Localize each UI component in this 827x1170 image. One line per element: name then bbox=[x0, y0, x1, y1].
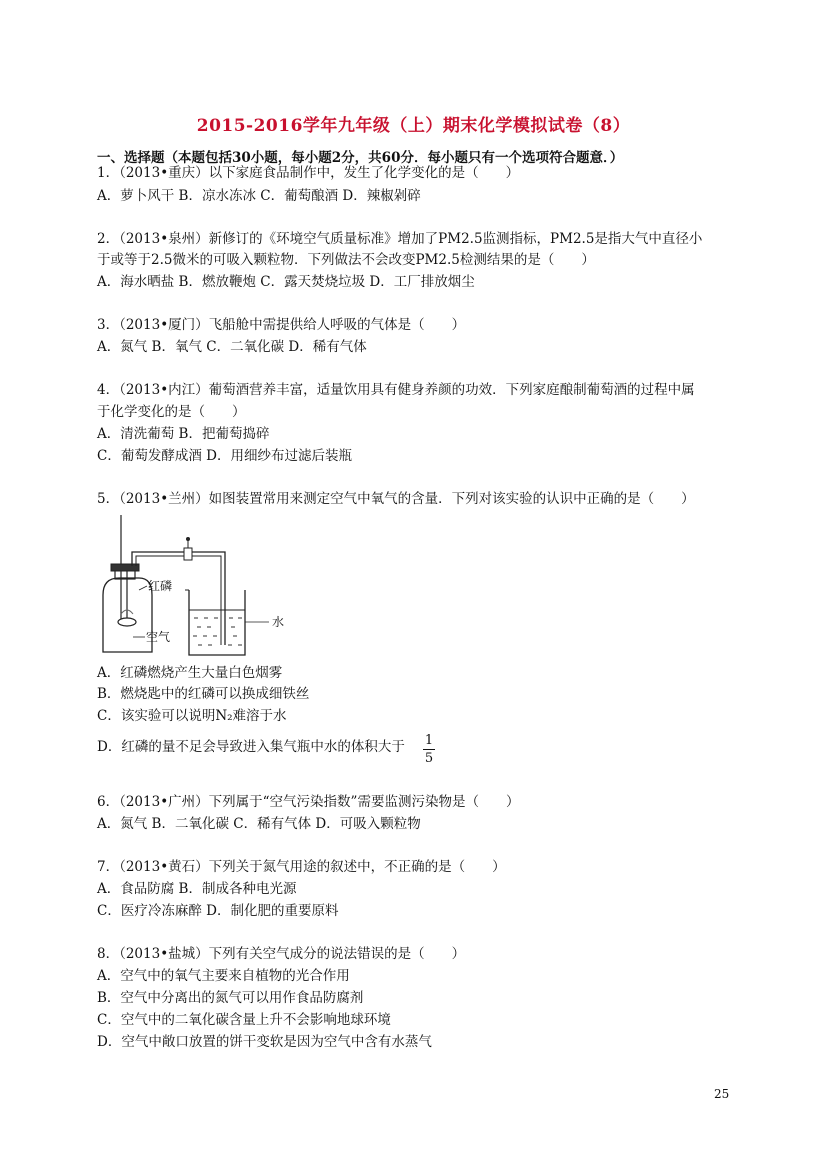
page-number: 25 bbox=[714, 1087, 730, 1101]
q5-option-d: D．红磷的量不足会导致进入集气瓶中水的体积大于 bbox=[97, 739, 405, 755]
section-heading: 一、选择题（本题包括30小题，每小题2分，共60分．每小题只有一个选项符合题意．） bbox=[97, 150, 624, 166]
q2-stem-line1: 2．（2013•泉州）新修订的《环境空气质量标准》增加了PM2.5监测指标，PM2.5是指大气中直径小 bbox=[97, 231, 703, 247]
q7-stem: 7．（2013•黄石）下列关于氮气用途的叙述中，不正确的是（ ） bbox=[97, 859, 506, 875]
q4-stem-line1: 4．（2013•内江）葡萄酒营养丰富，适量饮用具有健身养颜的功效．下列家庭酿制葡萄酒的过程中属 bbox=[97, 382, 695, 398]
fraction-one-fifth bbox=[423, 733, 435, 766]
fraction-numerator: 1 bbox=[424, 733, 434, 748]
q6-stem: 6．（2013•广州）下列属于“空气污染指数”需要监测污染物是（ ） bbox=[97, 794, 520, 810]
q3-options: A．氮气 B．氧气 C．二氧化碳 D．稀有气体 bbox=[97, 339, 367, 355]
q8-stem: 8．（2013•盐城）下列有关空气成分的说法错误的是（ ） bbox=[97, 946, 466, 962]
experiment-apparatus-figure bbox=[97, 510, 307, 660]
q1-options: A．萝卜风干 B．凉水冻冰 C．葡萄酿酒 D．辣椒剁碎 bbox=[97, 188, 421, 204]
fraction-bar bbox=[423, 749, 435, 750]
q4-options-ab: A．清洗葡萄 B．把葡萄捣碎 bbox=[97, 426, 270, 442]
q8-option-a: A．空气中的氧气主要来自植物的光合作用 bbox=[97, 968, 350, 984]
label-red-phosphorus: 红磷 bbox=[148, 579, 173, 593]
label-water: 水 bbox=[272, 615, 285, 629]
q6-options: A．氮气 B．二氧化碳 C．稀有气体 D．可吸入颗粒物 bbox=[97, 816, 421, 832]
q8-option-d: D．空气中敞口放置的饼干变软是因为空气中含有水蒸气 bbox=[97, 1034, 432, 1050]
q1-stem: 1．（2013•重庆）以下家庭食品制作中，发生了化学变化的是（ ） bbox=[97, 165, 520, 181]
page-title: 2015-2016学年九年级（上）期末化学模拟试卷（8） bbox=[196, 116, 631, 136]
q5-option-b: B．燃烧匙中的红磷可以换成细铁丝 bbox=[97, 686, 310, 702]
q2-stem-line2: 于或等于2.5微米的可吸入颗粒物．下列做法不会改变PM2.5检测结果的是（ ） bbox=[97, 252, 595, 268]
q2-options: A．海水晒盐 B．燃放鞭炮 C．露天焚烧垃圾 D．工厂排放烟尘 bbox=[97, 274, 475, 290]
q5-option-a: A．红磷燃烧产生大量白色烟雾 bbox=[97, 665, 283, 681]
q7-options-ab: A．食品防腐 B．制成各种电光源 bbox=[97, 881, 297, 897]
q8-option-c: C．空气中的二氧化碳含量上升不会影响地球环境 bbox=[97, 1012, 391, 1028]
q4-options-cd: C．葡萄发酵成酒 D．用细纱布过滤后装瓶 bbox=[97, 448, 352, 464]
q4-stem-line2: 于化学变化的是（ ） bbox=[97, 404, 246, 420]
q8-option-b: B．空气中分离出的氮气可以用作食品防腐剂 bbox=[97, 990, 364, 1006]
q5-stem: 5．（2013•兰州）如图装置常用来测定空气中氧气的含量．下列对该实验的认识中正确的是（ ） bbox=[97, 491, 695, 507]
label-air: 空气 bbox=[146, 630, 171, 644]
fraction-denominator: 5 bbox=[424, 751, 434, 766]
q7-options-cd: C．医疗冷冻麻醉 D．制化肥的重要原料 bbox=[97, 903, 339, 919]
q5-option-c: C．该实验可以说明N₂难溶于水 bbox=[97, 708, 287, 724]
q3-stem: 3．（2013•厦门）飞船舱中需提供给人呼吸的气体是（ ） bbox=[97, 317, 466, 333]
